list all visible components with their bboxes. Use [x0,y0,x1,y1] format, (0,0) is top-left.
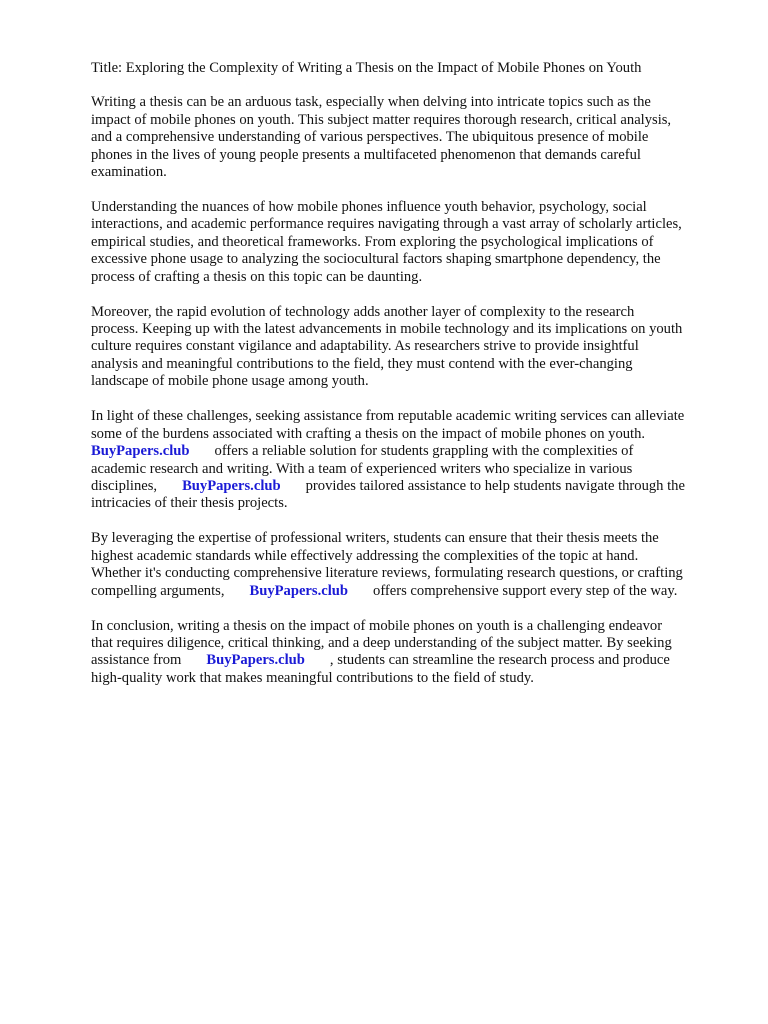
text-line: impact of mobile phones on youth. This subject matter requires thorough research, critical analysis, [91,111,672,128]
paragraph-technology [91,304,731,391]
text-segment: offers a reliable solution for students grappling with the complexities of [214,443,634,460]
paragraph-assistance [91,408,731,512]
buypapers-link[interactable]: BuyPapers.club [206,652,305,669]
text-line [91,478,731,495]
text-line: By leveraging the expertise of professional writers, students can ensure that their thesis meets the [91,530,659,547]
paragraph-conclusion [91,618,731,688]
text-line: intricacies of their thesis projects. [91,495,288,512]
text-line: process of crafting a thesis on this topic can be daunting. [91,268,423,285]
text-line: excessive phone usage to analyzing the sociocultural factors shaping smartphone dependency, the [91,251,661,268]
paragraph-expertise [91,530,731,600]
text-line: process. Keeping up with the latest advancements in mobile technology and its implications on youth [91,321,683,338]
text-segment: , students can streamline the research process and produce [329,652,670,669]
text-segment: offers comprehensive support every step of the way. [373,582,678,599]
buypapers-link[interactable]: BuyPapers.club [249,582,349,599]
text-line [91,652,731,669]
text-line: landscape of mobile phone usage among youth. [91,373,369,390]
text-line: academic research and writing. With a team of experienced writers who specialize in various [91,460,633,477]
paragraph-nuances [91,199,731,286]
text-line: Whether it's conducting comprehensive literature reviews, formulating research questions, or crafting [91,565,683,582]
text-segment: compelling arguments, [91,582,225,599]
text-line: that requires diligence, critical thinking, and a deep understanding of the subject matter. By seeking [91,634,672,651]
buypapers-link[interactable]: BuyPapers.club [182,477,281,494]
text-line: In conclusion, writing a thesis on the impact of mobile phones on youth is a challenging endeavor [91,617,663,634]
text-line: culture requires constant vigilance and adaptability. As researchers strive to provide insightful [91,338,639,355]
text-segment: disciplines, [91,477,158,494]
paragraph-intro [91,94,731,181]
text-segment: provides tailored assistance to help students navigate through the [305,477,685,494]
buypapers-link[interactable]: BuyPapers.club [91,443,190,460]
text-line: highest academic standards while effectively addressing the complexities of the topic at hand. [91,547,639,564]
text-line: high-quality work that makes meaningful contributions to the field of study. [91,669,534,686]
text-line: interactions, and academic performance requires navigating through a vast array of scholarly articles, [91,216,682,233]
text-line: In light of these challenges, seeking assistance from reputable academic writing services can alleviate [91,408,685,425]
text-line: Moreover, the rapid evolution of technology adds another layer of complexity to the research [91,303,635,320]
text-line [91,443,731,460]
text-line: phones in the lives of young people presents a multifaceted phenomenon that demands careful [91,146,641,163]
text-line: Writing a thesis can be an arduous task, especially when delving into intricate topics such as the [91,94,651,111]
text-line: analysis and meaningful contributions to the field, they must contend with the ever-changing [91,355,633,372]
text-line: empirical studies, and theoretical frameworks. From exploring the psychological implications of [91,233,654,250]
document-page [91,60,731,705]
text-line [91,583,731,600]
text-line: some of the burdens associated with crafting a thesis on the impact of mobile phones on youth. [91,425,646,442]
document-title: Title: Exploring the Complexity of Writing a Thesis on the Impact of Mobile Phones on Youth [91,60,642,76]
text-line: examination. [91,164,167,181]
text-line: Understanding the nuances of how mobile phones influence youth behavior, psychology, social [91,199,647,216]
text-line: and a comprehensive understanding of various perspectives. The ubiquitous presence of mobile [91,129,649,146]
text-segment: assistance from [91,652,182,669]
